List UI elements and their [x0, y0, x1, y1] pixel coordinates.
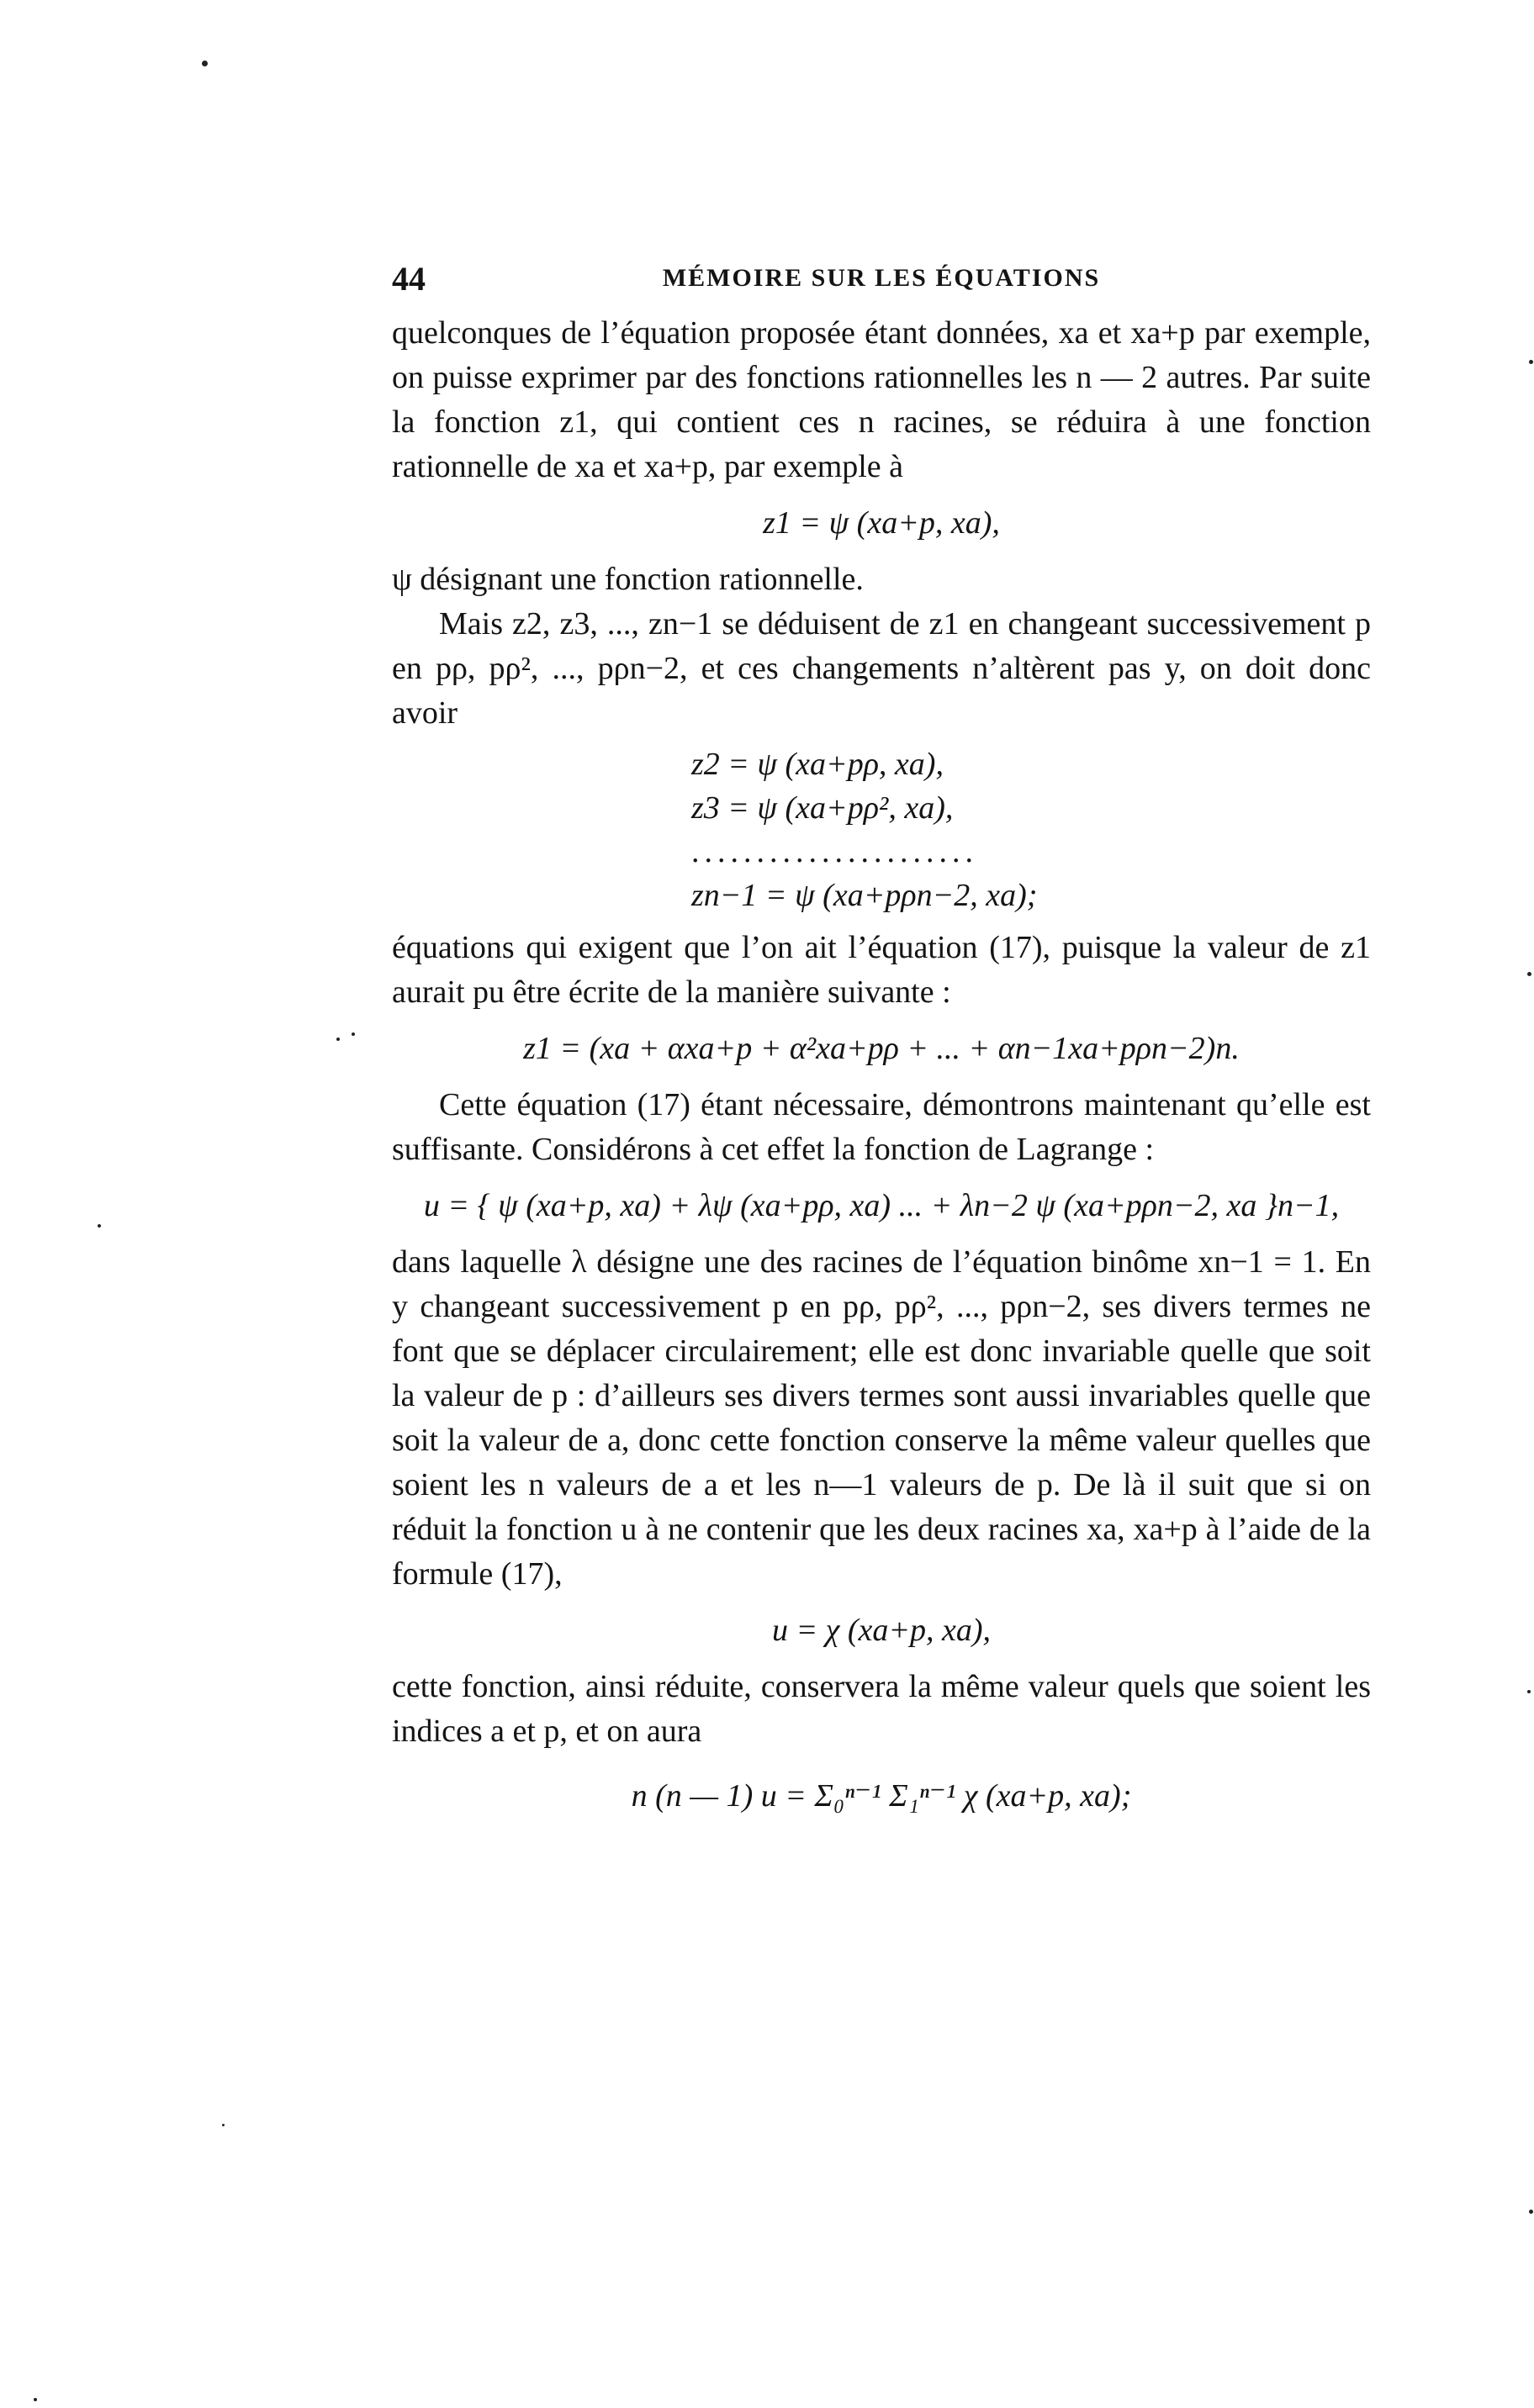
- scan-speck: [336, 1038, 340, 1041]
- page-number: 44: [392, 260, 426, 298]
- paragraph-4: équations qui exigent que l’on ait l’équation (17), puisque la valeur de z1 aurait pu être écrite de la manière suivante :: [392, 930, 1371, 1010]
- scan-speck: [1527, 972, 1531, 976]
- page-header: [392, 259, 1371, 301]
- equation-zn-1: zn−1 = ψ (xa+pρn−2, xa);: [691, 878, 1038, 913]
- equation-z2: z2 = ψ (xa+pρ, xa),: [691, 747, 944, 782]
- equation-u-chi: u = χ (xa+p, xa),: [771, 1613, 992, 1648]
- equation-dots: ......................: [691, 834, 978, 869]
- scan-speck: [98, 1224, 101, 1228]
- equation-block-z: [691, 742, 1371, 917]
- equation-z3: z3 = ψ (xa+pρ², xa),: [691, 790, 954, 826]
- scan-speck: [222, 2124, 225, 2126]
- running-title: MÉMOIRE SUR LES ÉQUATIONS: [662, 264, 1101, 292]
- paragraph-3: Mais z2, z3, ..., zn−1 se déduisent de z1 en changeant successivement p en pρ, pρ², ..., pρn−2, et ces changements n’altèrent pas y, on doit donc avoir: [392, 606, 1371, 731]
- body-text: [392, 311, 1371, 1819]
- paragraph-7: cette fonction, ainsi réduite, conservera la même valeur quels que soient les indices a et p, et on aura: [392, 1669, 1371, 1749]
- scan-speck: [1529, 2210, 1533, 2214]
- paragraph-5: Cette équation (17) étant nécessaire, démontrons maintenant qu’elle est suffisante. Considérons à cet effet la fonction de Lagrange :: [392, 1087, 1371, 1167]
- equation-double-sum: n (n — 1) u = Σ₀ⁿ⁻¹ Σ₁ⁿ⁻¹ χ (xa+p, xa);: [631, 1778, 1132, 1814]
- paragraph-1: quelconques de l’équation proposée étant données, xa et xa+p par exemple, on puisse exprimer par des fonctions rationnelles les n — 2 autres. Par suite la fonction z1, qui contient ces n racines, se réduira à une fonction rationnelle de xa et xa+p, par exemple à: [392, 315, 1371, 484]
- equation-z1-psi: z1 = ψ (xa+p, xa),: [763, 505, 1000, 541]
- equation-lagrange: u = { ψ (xa+p, xa) + λψ (xa+pρ, xa) ... + λn−2 ψ (xa+pρn−2, xa }n−1,: [423, 1188, 1340, 1223]
- scan-speck: [1529, 360, 1533, 364]
- scan-speck: [202, 61, 208, 66]
- paragraph-2: ψ désignant une fonction rationnelle.: [392, 562, 864, 597]
- scan-speck: [352, 1032, 355, 1036]
- paragraph-6: dans laquelle λ désigne une des racines de l’équation binôme xn−1 = 1. En y changeant successivement p en pρ, pρ², ..., pρn−2, ses divers termes ne font que se déplacer circulairement; elle est donc invariable quelle que soit la valeur de p : d’ailleurs ses divers termes sont aussi invariables quelle que soit la valeur de a, donc cette fonction conserve la même valeur quelles que soient les n valeurs de a et les n—1 valeurs de p. De là il suit que si on réduit la fonction u à ne contenir que les deux racines xa, xa+p à l’aide de la formule (17),: [392, 1244, 1371, 1592]
- scan-speck: [34, 2398, 37, 2401]
- equation-z1-expansion: z1 = (xa + αxa+p + α²xa+pρ + ... + αn−1xa+pρn−2)n.: [523, 1031, 1240, 1066]
- scan-speck: [1527, 1690, 1531, 1693]
